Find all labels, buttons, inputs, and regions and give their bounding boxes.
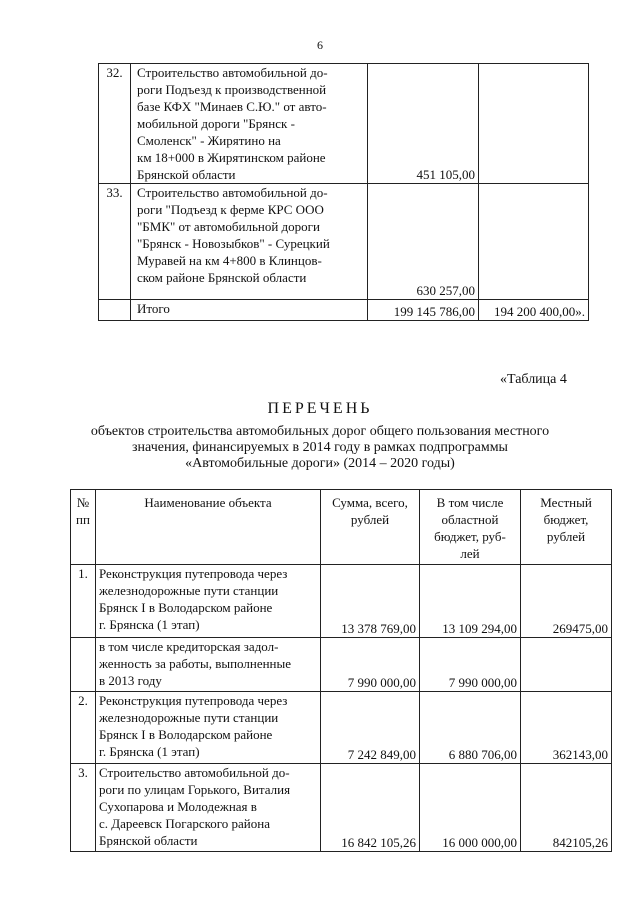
table-row: [71, 565, 612, 638]
name-line: Строительство автомобильной до-: [99, 765, 290, 780]
name-line: женность за работы, выполненные: [99, 656, 292, 671]
name-line: "Брянск - Новозыбков" - Сурецкий: [137, 236, 330, 251]
name-line: Реконструкция путепровода через: [99, 566, 288, 581]
name-line: железнодорожные пути станции: [99, 583, 279, 598]
amount2-cell: [479, 64, 589, 184]
name-line: Брянск I в Володарском районе: [99, 727, 273, 742]
row-number: 3.: [71, 764, 96, 852]
page-number: 6: [317, 38, 323, 52]
name-line: базе КФХ "Минаев С.Ю." от авто-: [137, 99, 327, 114]
row-number: 2.: [71, 692, 96, 764]
regional-cell: 16 000 000,00: [420, 764, 521, 852]
row-number: 33.: [99, 184, 131, 300]
table-row: [99, 64, 589, 184]
local-cell: 842105,26: [521, 764, 612, 852]
header-regional: [420, 490, 521, 565]
total-amount2: 194 200 400,00».: [479, 300, 589, 321]
amount-cell: 630 257,00: [368, 184, 479, 300]
row-number: [71, 638, 96, 692]
table-row: [71, 764, 612, 852]
name-line: Смоленск" - Жирятино на: [137, 133, 281, 148]
total-amount: 199 145 786,00: [368, 300, 479, 321]
name-line: ском районе Брянской области: [137, 270, 307, 285]
header-line: бюджет,: [543, 512, 589, 527]
name-line: г. Брянска (1 этап): [99, 617, 200, 632]
name-line: Строительство автомобильной до-: [137, 65, 328, 80]
total-label: Итого: [131, 300, 368, 321]
object-name: [96, 764, 321, 852]
name-line: Брянской области: [99, 833, 198, 848]
local-cell: [521, 638, 612, 692]
continuation-table: [98, 63, 589, 321]
name-line: Брянской области: [137, 167, 236, 182]
sum-cell: 7 242 849,00: [321, 692, 420, 764]
object-name: [96, 638, 321, 692]
header-name: [96, 490, 321, 565]
regional-cell: 7 990 000,00: [420, 638, 521, 692]
table-row: [71, 638, 612, 692]
sum-cell: 7 990 000,00: [321, 638, 420, 692]
subtitle-line: объектов строительства автомобильных дорог общего пользования местного: [90, 424, 550, 439]
header-local: [521, 490, 612, 565]
header-sum: [321, 490, 420, 565]
header-line: лей: [460, 546, 480, 561]
name-line: Строительство автомобильной до-: [137, 185, 328, 200]
name-line: Сухопарова и Молодежная в: [99, 799, 257, 814]
header-line: областной: [441, 512, 499, 527]
table-row: [99, 184, 589, 300]
name-line: железнодорожные пути станции: [99, 710, 279, 725]
local-cell: 362143,00: [521, 692, 612, 764]
header-line: Наименование объекта: [144, 495, 272, 510]
object-name: [96, 565, 321, 638]
name-line: с. Дареевск Погарского района: [99, 816, 270, 831]
table-label: «Таблица 4: [500, 372, 567, 387]
local-cell: 269475,00: [521, 565, 612, 638]
name-line: Брянск I в Володарском районе: [99, 600, 273, 615]
name-line: в том числе кредиторская задол-: [99, 639, 279, 654]
header-line: Местный: [540, 495, 592, 510]
name-line: в 2013 году: [99, 673, 162, 688]
header-line: Сумма, всего,: [332, 495, 408, 510]
header-line: пп: [76, 512, 90, 527]
regional-cell: 6 880 706,00: [420, 692, 521, 764]
name-line: роги Подъезд к производственной: [137, 82, 327, 97]
object-name: [131, 184, 368, 300]
header-num: [71, 490, 96, 565]
header-line: рублей: [546, 529, 586, 544]
total-row: [99, 300, 589, 321]
amount-cell: 451 105,00: [368, 64, 479, 184]
document-title: ПЕРЕЧЕНЬ: [267, 400, 373, 417]
name-line: км 18+000 в Жирятинском районе: [137, 150, 326, 165]
header-row: [71, 490, 612, 565]
name-line: Реконструкция путепровода через: [99, 693, 288, 708]
object-name: [96, 692, 321, 764]
header-line: бюджет, руб-: [434, 529, 506, 544]
name-line: мобильной дороги "Брянск -: [137, 116, 295, 131]
row-number: 32.: [99, 64, 131, 184]
name-line: Муравей на км 4+800 в Клинцов-: [137, 253, 322, 268]
document-subtitle: [60, 424, 580, 472]
objects-table: [70, 489, 612, 852]
header-line: №: [76, 495, 90, 510]
row-number: 1.: [71, 565, 96, 638]
header-line: В том числе: [436, 495, 504, 510]
name-line: "БМК" от автомобильной дороги: [137, 219, 320, 234]
object-name: [131, 64, 368, 184]
name-line: роги по улицам Горького, Виталия: [99, 782, 291, 797]
table-row: [71, 692, 612, 764]
sum-cell: 13 378 769,00: [321, 565, 420, 638]
sum-cell: 16 842 105,26: [321, 764, 420, 852]
subtitle-line: «Автомобильные дороги» (2014 – 2020 годы): [185, 456, 455, 471]
name-line: г. Брянска (1 этап): [99, 744, 200, 759]
name-line: роги "Подъезд к ферме КРС ООО: [137, 202, 324, 217]
regional-cell: 13 109 294,00: [420, 565, 521, 638]
header-line: рублей: [350, 512, 390, 527]
subtitle-line: значения, финансируемых в 2014 году в рамках подпрограммы: [132, 440, 508, 455]
amount2-cell: [479, 184, 589, 300]
